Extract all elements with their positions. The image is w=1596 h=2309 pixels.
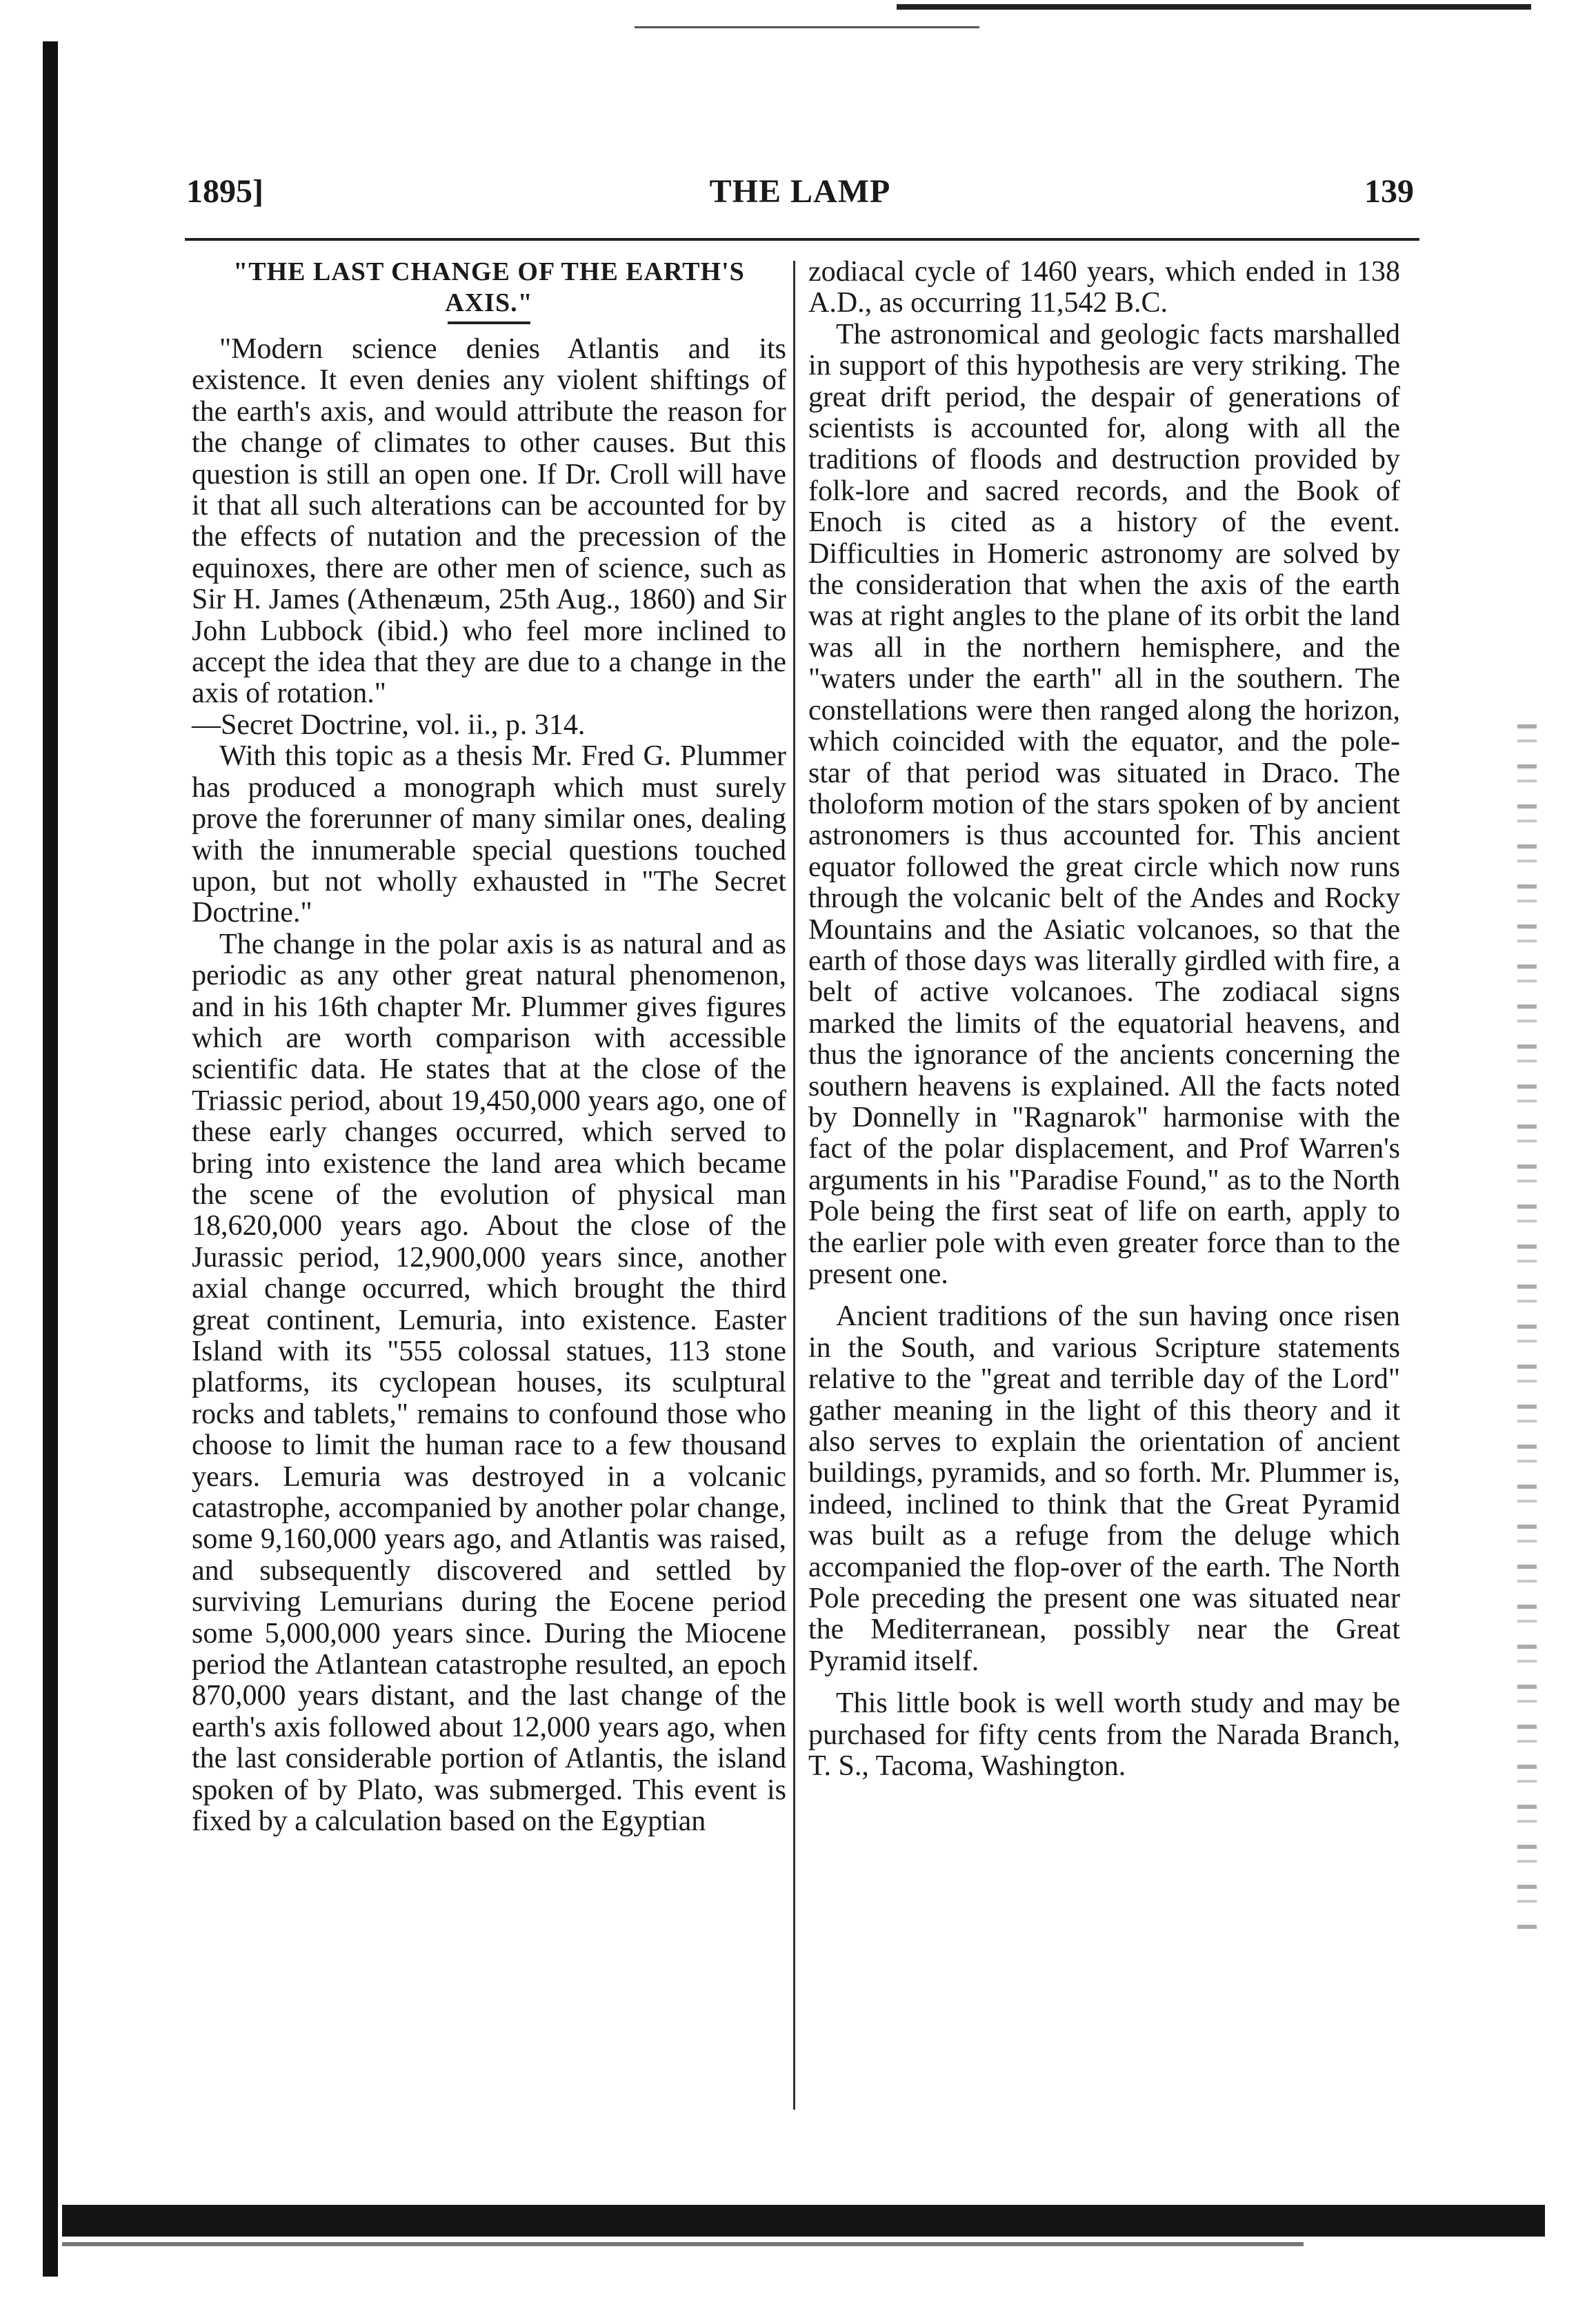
left-column: [192, 257, 786, 1838]
scan-top-edge: [897, 4, 1531, 10]
paragraph-3: The astronomical and geologic facts marshalled in support of this hypothesis are very striking. The great drift period, the despair of generations of scientists is accounted for, along with all the traditions of floods and destruction provided by folk-lore and sacred records, and the Book of Enoch is cited as a history of the event. Difficulties in Homeric astronomy are solved by the consideration that when the axis of the earth was at right angles to the plane of its orbit the land was all in the northern hemisphere, and the "waters under the earth" all in the southern. The constellations were then ranged along the horizon, which coincided with the equator, and the pole-star of that period was situated in Draco. The tholoform motion of the stars spoken of by ancient astronomers is thus accounted for. This ancient equator followed the great circle which now runs through the volcanic belt of the Andes and Rocky Mountains and the Asiatic volcanoes, so that the earth of those days was literally girdled with fire, a belt of active volcanoes. The zodiacal signs marked the limits of the equatorial heavens, and thus the ignorance of the ancients concerning the southern heavens is explained. All the facts noted by Donnelly in "Ragnarok" harmonise with the fact of the polar displacement, and Prof Warren's arguments in his "Paradise Found," as to the North Pole being the first seat of life on earth, apply to the earlier pole with even greater force than to the present one.: [808, 318, 1400, 1290]
running-year: 1895]: [186, 173, 263, 210]
epigraph-quote: "Modern science denies Atlantis and its existence. It even denies any violent shiftings of the earth's axis, and would attribute the reason for the change of climates to other causes. But this question is still an open one. If Dr. Croll will have it that all such alterations can be accounted for by the effects of nutation and the precession of the equinoxes, there are other men of science, such as Sir H. James (Athenæum, 25th Aug., 1860) and Sir John Lubbock (ibid.) who feel more inclined to accept the idea that they are due to a change in the axis of rotation.": [192, 333, 786, 710]
paragraph-2-continued: zodiacal cycle of 1460 years, which ended in 138 A.D., as occurring 11,542 B.C.: [808, 256, 1400, 319]
right-column: [808, 257, 1400, 1783]
article-title: "THE LAST CHANGE OF THE EARTH'S AXIS.": [233, 257, 745, 317]
header-rule: [185, 238, 1419, 241]
paragraph-4: Ancient traditions of the sun having once risen in the South, and various Scripture statements relative to the "great and terrible day of the Lord" gather meaning in the light of this theory and it also serves to explain the orientation of ancient buildings, pyramids, and so forth. Mr. Plummer is, indeed, inclined to think that the Great Pyramid was built as a refuge from the deluge which accompanied the flop-over of the earth. The North Pole preceding the present one was situated near the Mediterranean, possibly near the Great Pyramid itself.: [808, 1300, 1400, 1677]
scan-margin-noise: [1517, 724, 1537, 1939]
title-rule: [448, 321, 530, 324]
scan-top-line: [635, 26, 979, 28]
paragraph-1: With this topic as a thesis Mr. Fred G. Plummer has produced a monograph which must surely prove the forerunner of many similar ones, dealing with the innumerable special questions touched upon, but not wholly exhausted in "The Secret Doctrine.": [192, 740, 786, 929]
page-header: [186, 172, 1414, 228]
epigraph-source: —Secret Doctrine, vol. ii., p. 314.: [192, 708, 586, 741]
page-number: 139: [1364, 173, 1414, 210]
scan-bottom-edge: [62, 2205, 1545, 2237]
scan-binding-edge: [43, 41, 58, 2277]
paragraph-2: The change in the polar axis is as natural and as periodic as any other great natural phenomenon, and in his 16th chapter Mr. Plummer gives figures which are worth comparison with accessible scientific data. He states that at the close of the Triassic period, about 19,450,000 years ago, one of these early changes occurred, which served to bring into existence the land area which became the scene of the evolution of physical man 18,620,000 years ago. About the close of the Jurassic period, 12,900,000 years since, another axial change occurred, which brought the third great continent, Lemuria, into existence. Easter Island with its "555 colossal statues, 113 stone platforms, its cyclopean houses, its sculptural rocks and tablets," remains to confound those who choose to limit the human race to a few thousand years. Lemuria was destroyed in a volcanic catastrophe, accompanied by another polar change, some 9,160,000 years ago, and Atlantis was raised, and subsequently discovered and settled by surviving Lemurians during the Eocene period some 5,000,000 years since. During the Miocene period the Atlantean catastrophe resulted, an epoch 870,000 years distant, and the last change of the earth's axis followed about 12,000 years ago, when the last considerable portion of Atlantis, the island spoken of by Plato, was submerged. This event is fixed by a calculation based on the Egyptian: [192, 928, 786, 1838]
column-divider: [793, 261, 795, 2110]
paragraph-5: This little book is well worth study and may be purchased for fifty cents from the Narada Branch, T. S., Tacoma, Washington.: [808, 1687, 1400, 1783]
running-title: THE LAMP: [709, 173, 891, 210]
scan-bottom-line: [62, 2242, 1304, 2246]
